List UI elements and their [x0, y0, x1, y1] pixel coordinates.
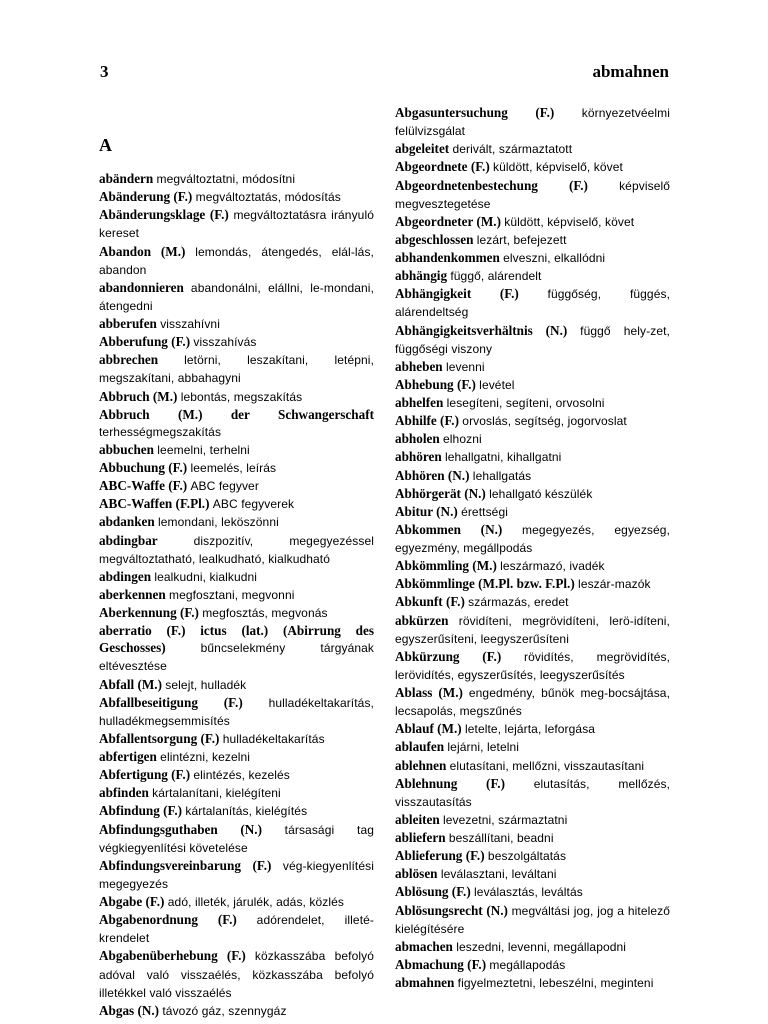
dictionary-entry — [99, 586, 374, 604]
entry-definition: orvoslás, segítség, jogorvoslat — [462, 414, 627, 429]
entry-headword: Abitur (N.) — [395, 503, 458, 519]
dictionary-entry — [395, 757, 670, 775]
entry-headword: Abhängigkeitsverhältnis (N.) — [395, 322, 568, 338]
entry-headword: ABC-Waffe (F.) — [99, 478, 188, 494]
entry-headword: Aberkennung (F.) — [99, 605, 199, 620]
dictionary-entry — [99, 622, 374, 675]
dictionary-entry — [99, 821, 374, 857]
entry-headword: Abbruch (M.) der Schwangerschaft — [99, 406, 374, 422]
dictionary-entry — [395, 684, 670, 720]
entry-definition: kártalanítás, kielégítés — [185, 804, 308, 819]
entry-headword: abheben — [395, 358, 443, 374]
dictionary-entry — [395, 829, 670, 847]
entry-headword: Abbuchung (F.) — [99, 460, 188, 475]
dictionary-entry — [395, 521, 670, 557]
entry-definition: rövidítés, megrövidítés, lerövidítés, egyszerűsítés, leegyszerűsítés — [395, 649, 671, 682]
dictionary-entry — [99, 279, 374, 315]
dictionary-entry — [99, 893, 374, 911]
dictionary-entry — [99, 568, 374, 586]
entry-definition: megváltási jog, jog a hitelező kielégítésére — [395, 903, 671, 936]
entry-headword: abhandenkommen — [395, 250, 500, 265]
entry-definition: lezárt, befejezett — [476, 232, 567, 247]
entry-headword: abmachen — [395, 938, 453, 954]
entry-headword: ABC-Waffen (F.Pl.) — [99, 496, 210, 512]
dictionary-entry — [99, 206, 374, 242]
page-number: 3 — [100, 62, 109, 81]
entry-definition: leválasztás, leváltás — [474, 885, 583, 900]
entry-definition: elutasítás, mellőzés, visszautasítás — [395, 776, 670, 809]
entry-headword: Abfindung (F.) — [99, 803, 183, 819]
entry-headword: Abgasuntersuchung (F.) — [395, 105, 555, 120]
entry-headword: abdanken — [99, 514, 155, 530]
entry-headword: Abgabenordnung (F.) — [99, 912, 237, 928]
entry-definition: társasági tag végkiegyenlítési követelése — [99, 822, 374, 855]
dictionary-entry — [99, 513, 374, 531]
dictionary-entry — [99, 170, 374, 188]
entry-definition: diszpozitív, megegyezéssel megváltoztatható, lealkudható, kialkudható — [99, 533, 374, 566]
dictionary-entry — [395, 593, 670, 611]
entry-definition: leszármazó, ivadék — [500, 559, 605, 574]
entry-definition: rövidíteni, megrövidíteni, lerö-idíteni, egyszerűsíteni, leegyszerűsíteni — [395, 613, 670, 646]
dictionary-entry — [395, 503, 670, 521]
dictionary-entry — [99, 947, 374, 1001]
entry-definition: vég-kiegyenlítési megegyezés — [99, 858, 375, 891]
entry-definition: derivált, származtatott — [452, 142, 573, 157]
dictionary-entry — [99, 911, 374, 947]
dictionary-entry — [99, 604, 374, 622]
entry-definition: adó, illeték, járulék, adás, közlés — [167, 895, 345, 909]
entry-headword: Abfindungsguthaben (N.) — [99, 821, 262, 837]
entry-definition: abandonálni, elállni, le-mondani, átengedni — [99, 280, 375, 313]
entry-definition: beszállítani, beadni — [448, 831, 554, 845]
entry-definition: lemondás, átengedés, elál-lás, abandon — [99, 244, 374, 277]
entry-headword: ablehnen — [395, 757, 447, 773]
running-headword: abmahnen — [592, 62, 669, 81]
entry-definition: lealkudni, kialkudni — [154, 569, 258, 584]
left-entry-list — [99, 170, 374, 1020]
left-column — [99, 104, 374, 1020]
dictionary-entry — [395, 412, 670, 430]
dictionary-entry — [395, 376, 670, 394]
entry-definition: leválasztani, leváltani — [440, 867, 557, 882]
entry-definition: környezetvéelmi felülvizsgálat — [395, 106, 670, 139]
entry-headword: abändern — [99, 171, 154, 186]
entry-headword: Abgeordnetenbestechung (F.) — [395, 177, 588, 193]
dictionary-entry — [99, 495, 374, 513]
dictionary-entry — [99, 243, 374, 279]
entry-headword: Ablehnung (F.) — [395, 775, 505, 791]
dictionary-entry — [395, 847, 670, 865]
entry-headword: Abänderung (F.) — [99, 189, 193, 205]
dictionary-entry — [99, 532, 374, 568]
entry-headword: abkürzen — [395, 612, 449, 628]
entry-headword: Abfertigung (F.) — [99, 767, 191, 783]
dictionary-entry — [395, 358, 670, 376]
right-column — [395, 104, 670, 992]
dictionary-entry — [395, 575, 670, 593]
entry-definition: beszolgáltatás — [487, 849, 567, 864]
entry-definition: függő hely-zet, függőségi viszony — [395, 323, 670, 356]
entry-headword: aberratio (F.) ictus (lat.) (Abirrung des Geschosses) — [99, 623, 374, 656]
entry-definition: távozó gáz, szennygáz — [162, 1003, 287, 1018]
entry-definition: elhozni — [443, 432, 482, 447]
section-letter: A — [99, 135, 112, 155]
entry-headword: Abberufung (F.) — [99, 334, 191, 350]
entry-definition: lesegíteni, segíteni, orvosolni — [446, 396, 605, 410]
entry-definition: levezetni, származtatni — [443, 812, 568, 827]
entry-headword: Abfall (M.) — [99, 676, 162, 692]
entry-headword: Abhilfe (F.) — [395, 413, 459, 429]
entry-definition: lejárni, letelni — [447, 740, 520, 755]
dictionary-entry — [99, 802, 374, 820]
dictionary-entry — [395, 448, 670, 466]
dictionary-entry — [395, 267, 670, 285]
dictionary-entry — [99, 857, 374, 893]
dictionary-entry — [99, 459, 374, 477]
dictionary-entry — [99, 388, 374, 406]
dictionary-entry — [395, 557, 670, 575]
dictionary-entry — [395, 285, 670, 321]
entry-headword: abgeleitet — [395, 141, 450, 157]
dictionary-entry — [395, 720, 670, 738]
entry-definition: ABC fegyver — [190, 479, 259, 494]
entry-headword: abliefern — [395, 830, 446, 845]
entry-headword: abgeschlossen — [395, 231, 474, 247]
dictionary-entry — [395, 467, 670, 485]
entry-definition: hulladékeltakarítás, hulladékmegsemmisítés — [99, 695, 374, 728]
dictionary-entry — [395, 231, 670, 249]
entry-headword: ablösen — [395, 866, 438, 882]
entry-headword: Abhörgerät (N.) — [395, 485, 486, 501]
entry-headword: Abänderungsklage (F.) — [99, 207, 229, 223]
entry-definition: figyelmeztetni, lebeszélni, meginteni — [457, 976, 654, 990]
entry-headword: Abkürzung (F.) — [395, 648, 502, 664]
entry-definition: függőség, függés, alárendeltség — [395, 287, 671, 320]
entry-definition: leszár-mazók — [578, 577, 651, 592]
entry-definition: küldött, képviselő, követ — [493, 160, 623, 175]
entry-definition: levétel — [479, 377, 515, 392]
entry-definition: elveszni, elkallódni — [503, 251, 606, 265]
dictionary-entry — [99, 441, 374, 459]
entry-headword: abdingbar — [99, 532, 158, 548]
entry-definition: elintézni, kezelni — [160, 750, 251, 764]
entry-definition: érettségi — [461, 504, 508, 519]
dictionary-entry — [395, 485, 670, 503]
entry-definition: megváltoztatás, módosítás — [195, 190, 341, 205]
dictionary-entry — [395, 177, 670, 213]
dictionary-entry — [99, 333, 374, 351]
entry-definition: leemelés, leírás — [190, 461, 277, 475]
entry-definition: származás, eredet — [468, 595, 569, 610]
entry-definition: visszahívás — [193, 335, 257, 350]
entry-definition: közkasszába befolyó adóval való visszaélés, közkasszába befolyó illetékkel való visszaélés — [99, 949, 374, 1000]
entry-headword: Abgabe (F.) — [99, 894, 165, 909]
entry-headword: abdingen — [99, 568, 152, 584]
entry-definition: visszahívni — [160, 317, 220, 331]
entry-definition: lehallgatni, kihallgatni — [444, 450, 562, 465]
dictionary-entry — [395, 612, 670, 648]
dictionary-entry — [395, 938, 670, 956]
entry-headword: Abhebung (F.) — [395, 376, 476, 392]
entry-definition: levenni — [445, 359, 485, 374]
entry-definition: megegyezés, egyezség, egyezmény, megállpodás — [395, 522, 670, 555]
entry-headword: ablaufen — [395, 739, 445, 755]
entry-headword: Abgabenüberhebung (F.) — [99, 948, 246, 964]
dictionary-entry — [395, 394, 670, 412]
dictionary-entry — [395, 104, 670, 140]
entry-headword: Abkömmlinge (M.Pl. bzw. F.Pl.) — [395, 576, 575, 592]
entry-definition: letelte, lejárta, leforgása — [464, 722, 596, 737]
entry-definition: megváltoztatásra irányuló kereset — [99, 208, 374, 241]
entry-definition: letörni, leszakítani, letépni, megszakítani, abbahagyni — [99, 353, 374, 386]
entry-definition: megállapodás — [489, 957, 566, 972]
entry-definition: ABC fegyverek — [212, 497, 295, 512]
entry-headword: Abgeordneter (M.) — [395, 213, 501, 229]
dictionary-entry — [395, 213, 670, 231]
dictionary-entry — [99, 748, 374, 766]
entry-definition: leemelni, terhelni — [157, 442, 250, 457]
entry-definition: bűncselekmény tárgyának eltévesztése — [99, 641, 374, 674]
entry-headword: Ablauf (M.) — [395, 721, 462, 737]
dictionary-entry — [395, 811, 670, 829]
entry-headword: Ablösung (F.) — [395, 884, 471, 900]
dictionary-entry — [395, 140, 670, 158]
dictionary-entry — [99, 784, 374, 802]
entry-headword: Abgeordnete (F.) — [395, 159, 490, 175]
dictionary-entry — [395, 902, 670, 938]
dictionary-entry — [395, 738, 670, 756]
entry-headword: abandonnieren — [99, 279, 184, 295]
dictionary-entry — [395, 322, 670, 358]
entry-headword: abbrechen — [99, 352, 159, 368]
entry-headword: abhelfen — [395, 395, 444, 410]
entry-headword: Ablieferung (F.) — [395, 848, 485, 864]
entry-headword: Abkommen (N.) — [395, 521, 503, 537]
dictionary-entry — [395, 775, 670, 811]
dictionary-entry — [99, 1002, 374, 1020]
dictionary-entry — [395, 974, 670, 992]
entry-definition: elutasítani, mellőzni, visszautasítani — [449, 758, 645, 773]
entry-headword: Abgas (N.) — [99, 1002, 160, 1018]
entry-definition: megfosztás, megvonás — [202, 606, 328, 620]
entry-headword: Abkunft (F.) — [395, 594, 465, 610]
entry-definition: képviselő megvesztegetése — [395, 178, 671, 211]
dictionary-entry — [99, 351, 374, 387]
entry-headword: Abfindungsvereinbarung (F.) — [99, 857, 272, 873]
dictionary-entry — [395, 249, 670, 267]
dictionary-entry — [395, 956, 670, 974]
entry-headword: abholen — [395, 431, 440, 447]
entry-definition: terhességmegszakítás — [99, 424, 222, 439]
dictionary-entry — [395, 648, 670, 684]
entry-definition: függő, alárendelt — [450, 269, 542, 284]
entry-headword: Abfallbeseitigung (F.) — [99, 694, 243, 710]
entry-headword: Ablösungsrecht (N.) — [395, 902, 508, 918]
entry-headword: abmahnen — [395, 975, 455, 990]
entry-headword: abfertigen — [99, 749, 157, 764]
entry-headword: aberkennen — [99, 586, 166, 602]
entry-definition: leszedni, levenni, megállapodni — [456, 939, 627, 954]
entry-headword: Abhängigkeit (F.) — [395, 286, 519, 302]
entry-definition: kártalanítani, kielégíteni — [152, 786, 281, 801]
entry-headword: Abfallentsorgung (F.) — [99, 730, 220, 746]
dictionary-entry — [99, 676, 374, 694]
entry-definition: selejt, hulladék — [165, 677, 247, 692]
entry-definition: lemondani, leköszönni — [158, 515, 279, 530]
entry-definition: lehallgatás — [472, 468, 532, 483]
entry-headword: abbuchen — [99, 441, 154, 457]
entry-headword: Abandon (M.) — [99, 243, 186, 259]
entry-definition: küldött, képviselő, követ — [504, 214, 635, 229]
dictionary-entry — [395, 430, 670, 448]
entry-headword: abhängig — [395, 268, 448, 284]
entry-headword: abhören — [395, 449, 442, 465]
entry-definition: megfosztani, megvonni — [168, 587, 295, 602]
dictionary-entry — [99, 406, 374, 441]
dictionary-entry — [395, 158, 670, 176]
dictionary-entry — [99, 694, 374, 730]
dictionary-entry — [99, 477, 374, 495]
entry-headword: Abbruch (M.) — [99, 388, 178, 404]
dictionary-entry — [395, 883, 670, 901]
entry-definition: lehallgató készülék — [489, 486, 593, 501]
entry-definition: elintézés, kezelés — [193, 768, 290, 783]
entry-headword: abfinden — [99, 785, 149, 801]
dictionary-entry — [99, 766, 374, 784]
dictionary-entry — [99, 730, 374, 748]
dictionary-entry — [99, 188, 374, 206]
dictionary-entry — [395, 865, 670, 883]
dictionary-entry — [99, 315, 374, 333]
entry-definition: lebontás, megszakítás — [180, 389, 303, 404]
entry-definition: adórendelet, illeté-krendelet — [99, 913, 375, 946]
entry-headword: Abmachung (F.) — [395, 956, 487, 972]
right-entry-list — [395, 104, 670, 992]
entry-headword: Abkömmling (M.) — [395, 558, 497, 574]
entry-definition: hulladékeltakarítás — [222, 731, 325, 746]
entry-headword: ableiten — [395, 811, 440, 827]
entry-definition: megváltoztatni, módosítni — [156, 172, 296, 186]
entry-definition: engedmény, bűnök meg-bocsájtása, lecsapolás, megszűnés — [395, 686, 670, 719]
entry-headword: abberufen — [99, 316, 157, 331]
entry-headword: Abhören (N.) — [395, 467, 470, 483]
entry-headword: Ablass (M.) — [395, 685, 463, 700]
